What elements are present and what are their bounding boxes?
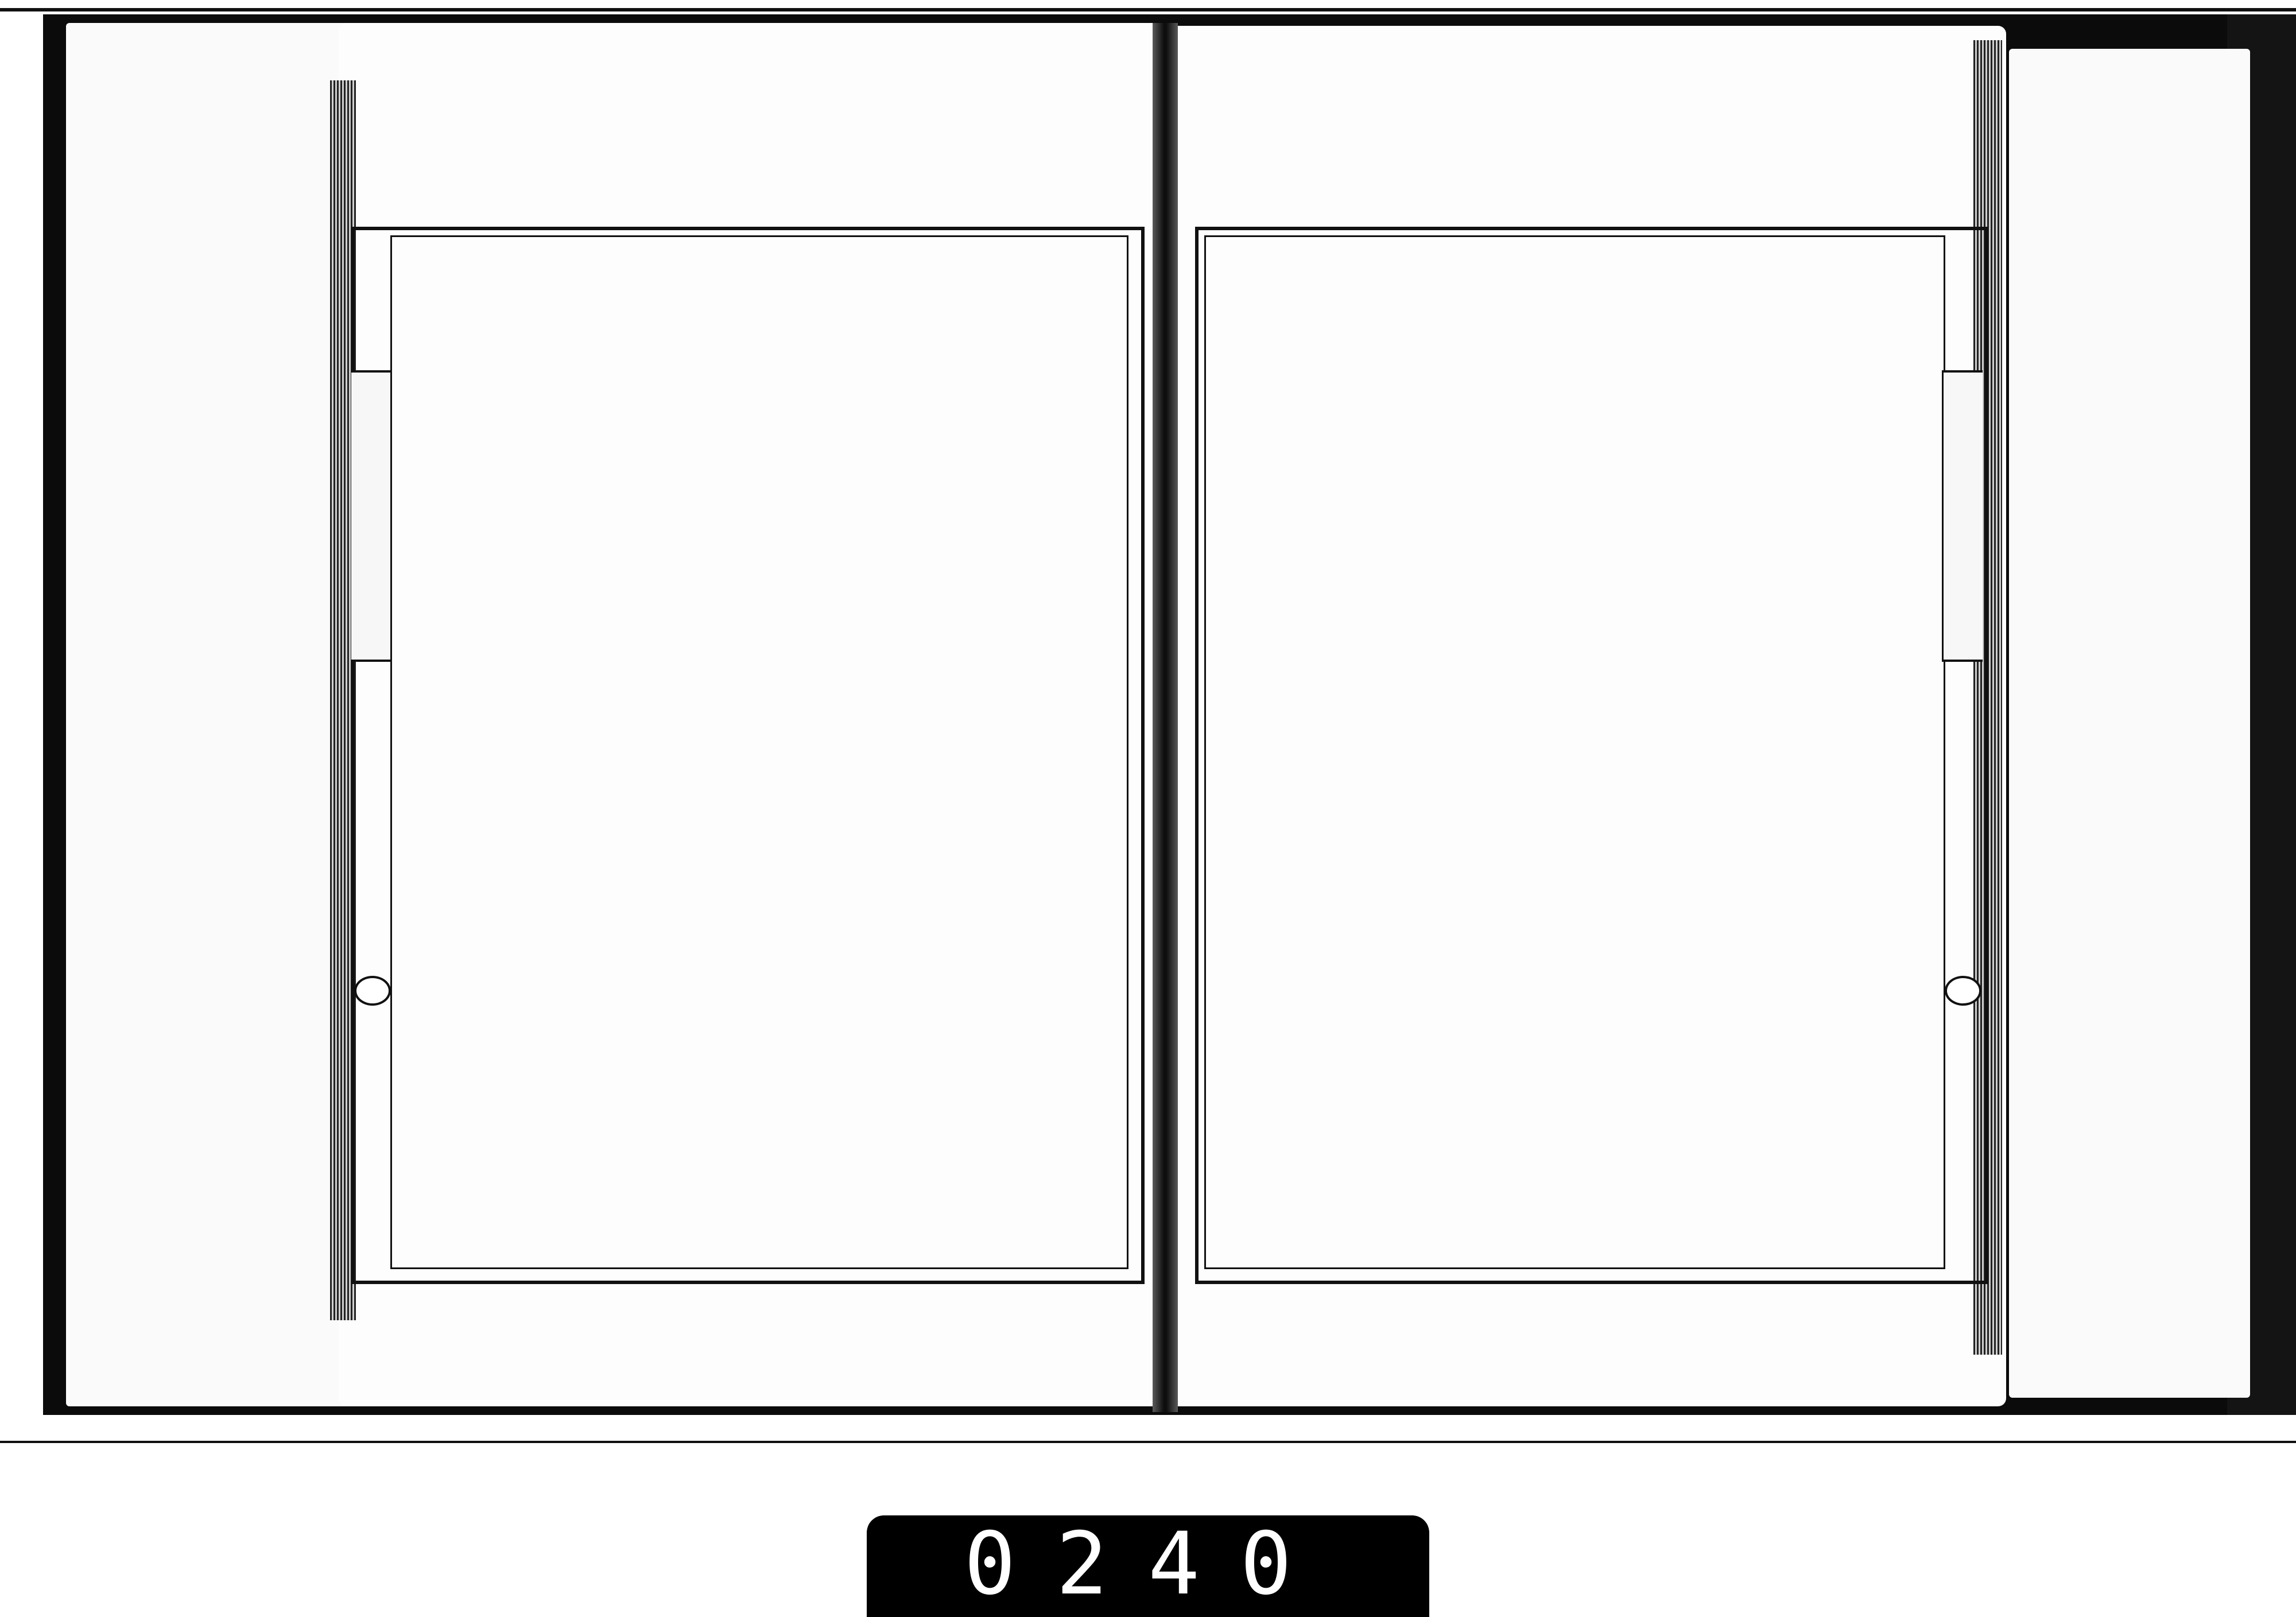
left-inner-frame: [390, 235, 1128, 1269]
left-running-title: [351, 370, 392, 662]
scan-top-border: [0, 8, 2296, 11]
left-leaf-mark: [354, 976, 391, 1006]
right-leaf-mark: [1945, 976, 1981, 1006]
page-number: 0240: [964, 1514, 1332, 1614]
left-cover: [66, 23, 364, 1406]
right-running-title: [1942, 370, 1983, 662]
right-inner-frame: [1204, 235, 1945, 1269]
book-gutter: [1153, 23, 1178, 1412]
scan-bottom-border: [0, 1441, 2296, 1443]
right-cover: [2009, 49, 2250, 1398]
